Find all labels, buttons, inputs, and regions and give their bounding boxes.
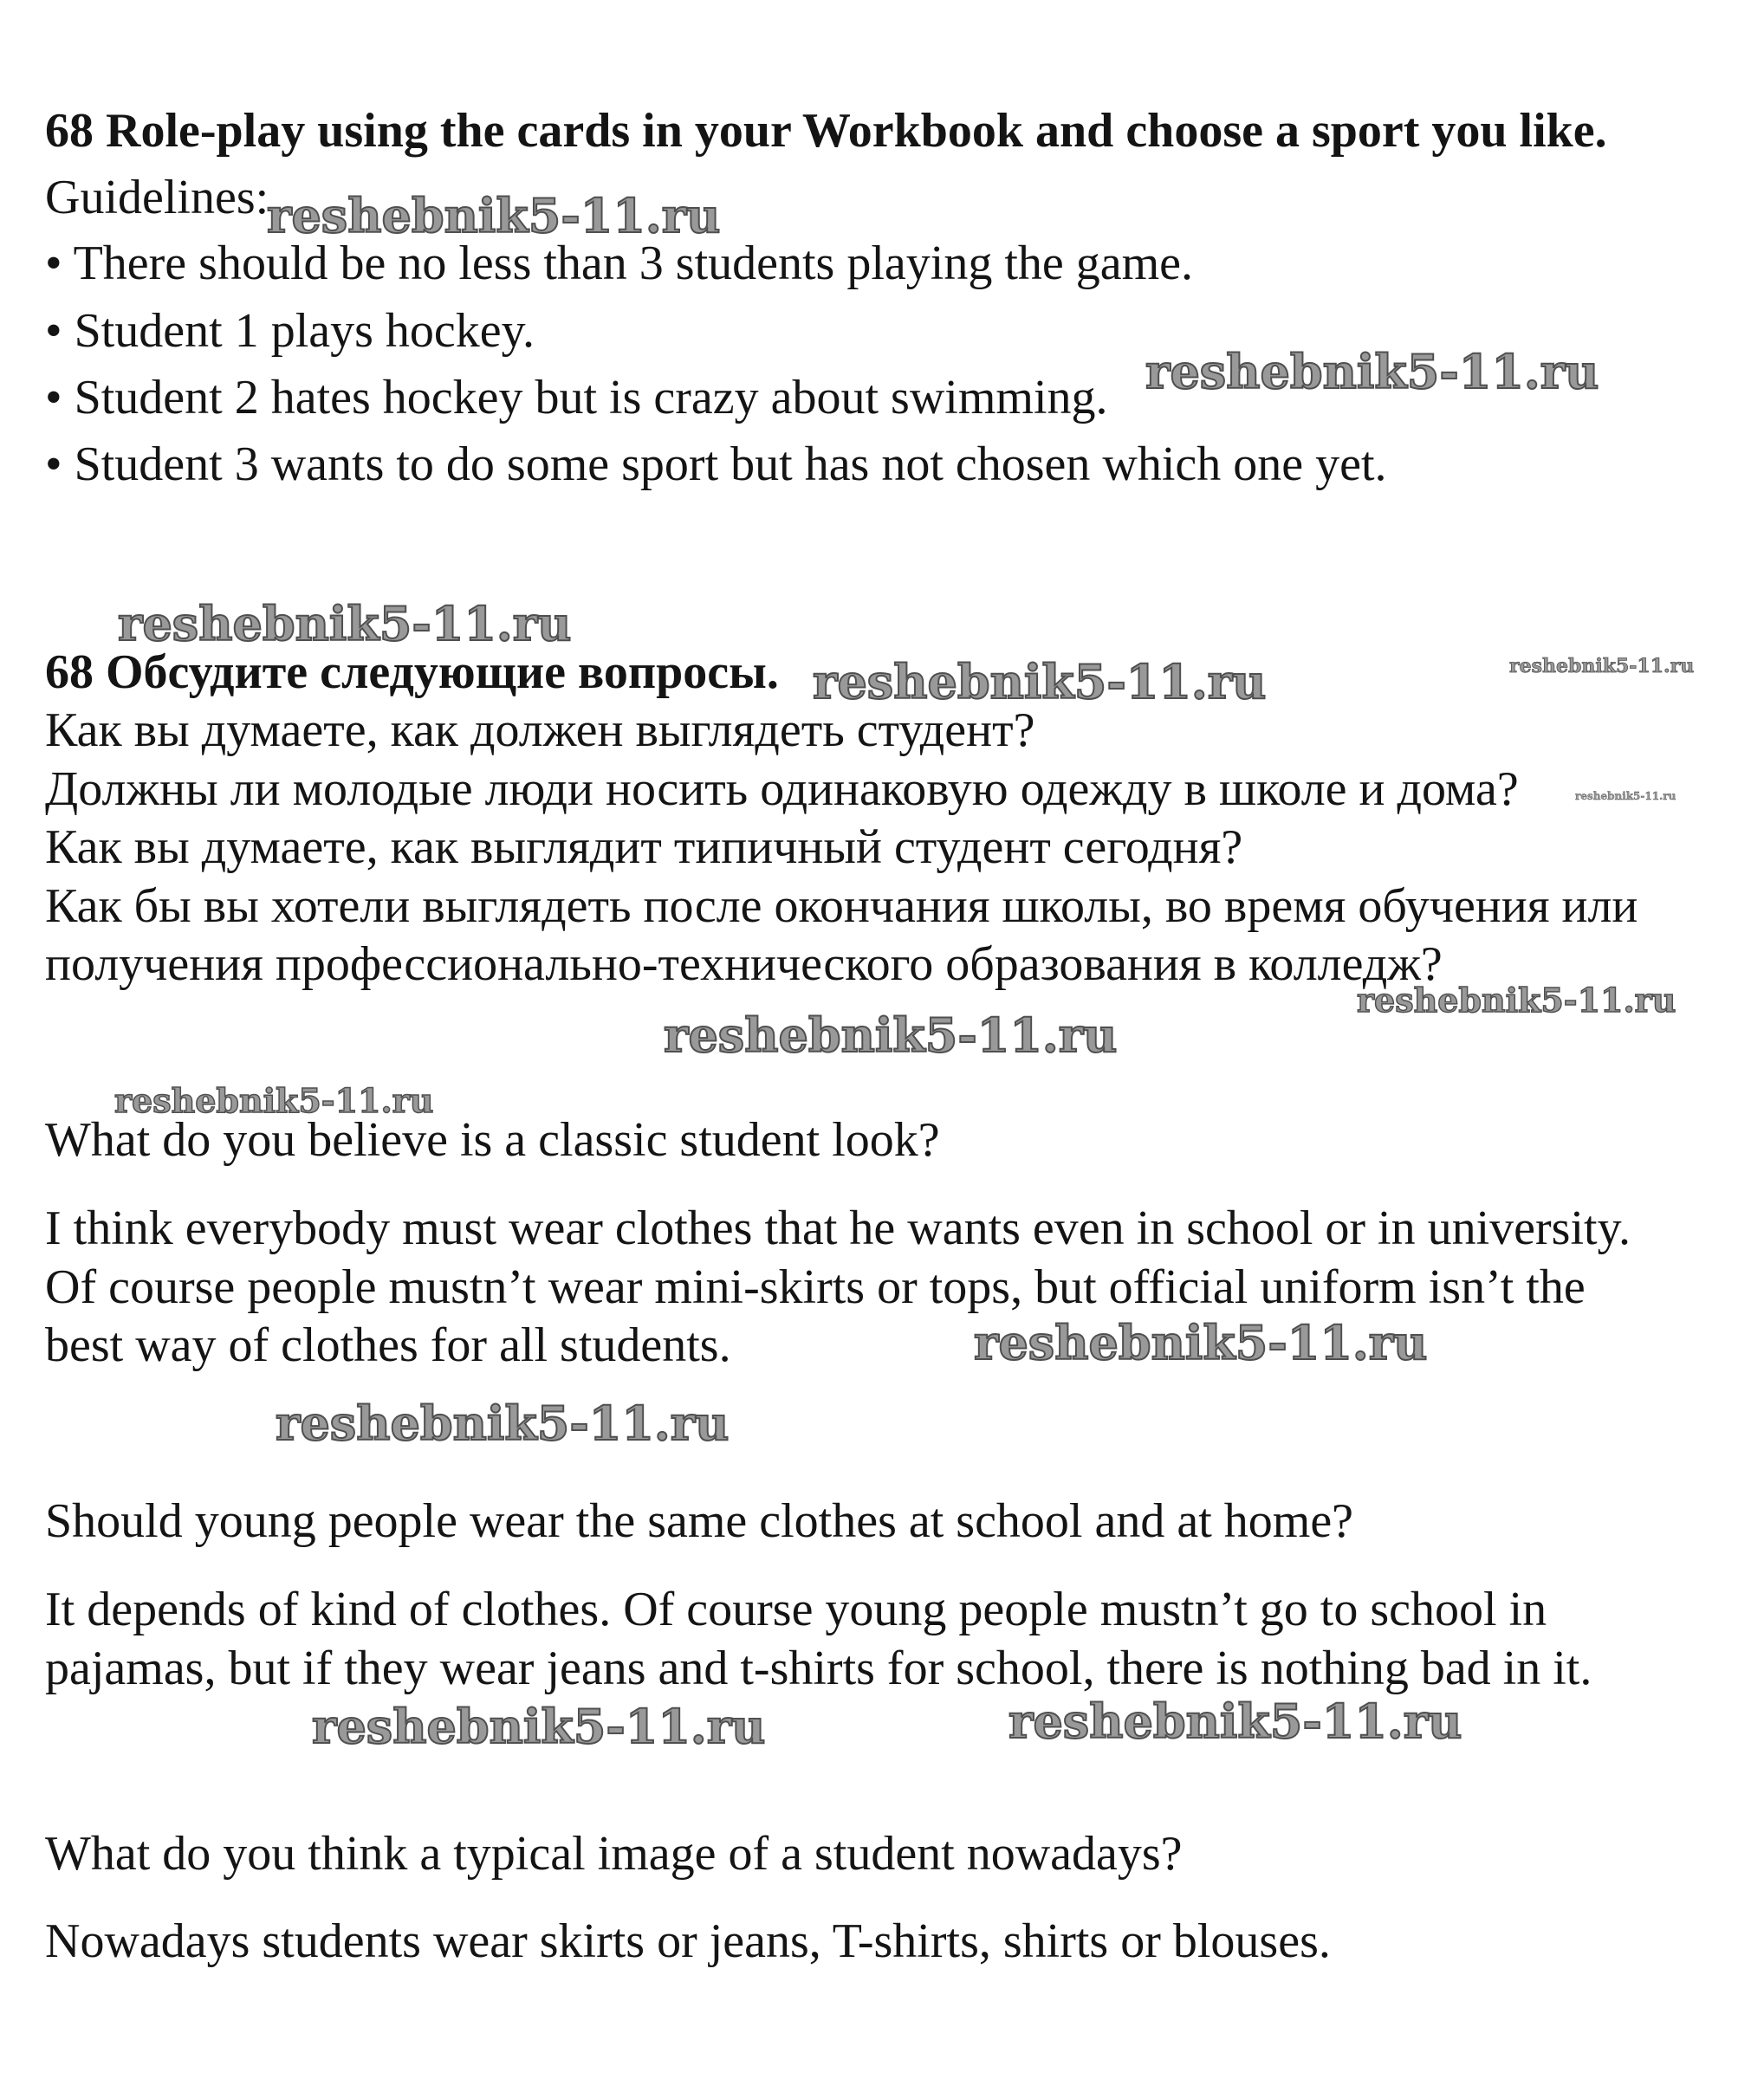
russian-question: Как вы думаете, как выглядит типичный студент сегодня? [45,820,1243,874]
watermark: reshebnik5-11.ru [114,1081,434,1120]
qa-question: Should young people wear the same clothes at school and at home? [45,1494,1354,1548]
russian-question: Как бы вы хотели выглядеть после окончания школы, во время обучения или [45,879,1638,933]
russian-question: получения профессионально-технического образования в колледж? [45,937,1443,991]
watermark: reshebnik5-11.ru [1145,344,1599,399]
guidelines-label: Guidelines: [45,171,269,224]
guideline-bullet: • There should be no less than 3 students playing the game. [45,236,1193,290]
watermark: reshebnik5-11.ru [974,1315,1428,1370]
watermark: reshebnik5-11.ru [1509,655,1695,677]
qa-question: What do you believe is a classic student look? [45,1113,940,1167]
watermark: reshebnik5-11.ru [118,596,572,651]
qa-answer-line: Nowadays students wear skirts or jeans, T-shirts, shirts or blouses. [45,1914,1331,1968]
task1-title: 68 Role-play using the cards in your Workbook and choose a sport you like. [45,104,1607,158]
qa-answer-line: Of course people mustn’t wear mini-skirts or tops, but official uniform isn’t the [45,1260,1586,1314]
watermark: reshebnik5-11.ru [1008,1694,1462,1749]
watermark: reshebnik5-11.ru [664,1007,1118,1063]
russian-question: Как вы думаете, как должен выглядеть студент? [45,703,1035,757]
qa-answer-line: It depends of kind of clothes. Of course young people mustn’t go to school in [45,1583,1547,1636]
guideline-bullet: • Student 2 hates hockey but is crazy about swimming. [45,371,1108,424]
qa-answer-line: I think everybody must wear clothes that he wants even in school or in university. [45,1201,1631,1255]
watermark: reshebnik5-11.ru [1575,790,1676,802]
qa-answer-line: best way of clothes for all students. [45,1318,731,1372]
watermark: reshebnik5-11.ru [267,188,721,243]
watermark: reshebnik5-11.ru [276,1396,730,1451]
guideline-bullet: • Student 3 wants to do some sport but has not chosen which one yet. [45,437,1387,491]
task2-title: 68 Обсудите следующие вопросы. [45,645,779,699]
russian-question: Должны ли молодые люди носить одинаковую одежду в школе и дома? [45,762,1519,816]
qa-answer-line: pajamas, but if they wear jeans and t-shirts for school, there is nothing bad in it. [45,1642,1592,1695]
watermark: reshebnik5-11.ru [312,1699,766,1754]
guideline-bullet: • Student 1 plays hockey. [45,304,535,358]
qa-question: What do you think a typical image of a student nowadays? [45,1827,1183,1881]
watermark: reshebnik5-11.ru [1357,981,1676,1020]
watermark: reshebnik5-11.ru [813,654,1267,709]
